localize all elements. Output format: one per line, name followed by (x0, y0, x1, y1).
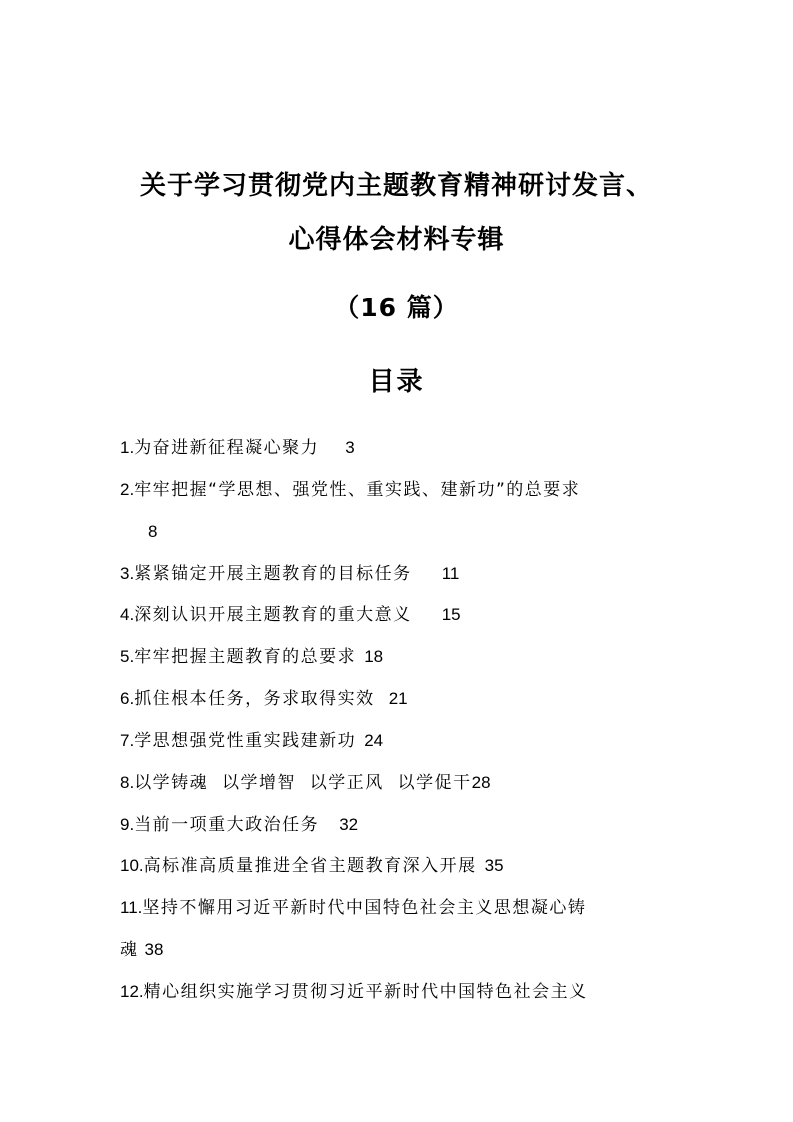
toc-entry-title: 牢牢把握“学思想、强党性、重实践、建新功”的总要求 (134, 480, 581, 500)
toc-entry-12[interactable] (120, 980, 588, 1004)
toc-entry-title-continuation: 魂 (120, 940, 139, 960)
toc-entry-page: 8 (148, 522, 158, 541)
toc-entry-11-continuation[interactable] (120, 938, 163, 962)
toc-entry-page: 28 (471, 773, 491, 792)
toc-entry-page: 35 (484, 856, 504, 875)
toc-entry-4[interactable] (120, 603, 461, 627)
toc-entry-7[interactable] (120, 729, 383, 753)
toc-entry-number: 9. (120, 815, 135, 834)
toc-entry-8[interactable] (120, 771, 491, 795)
toc-entry-number: 3. (120, 564, 135, 583)
toc-entry-number: 12. (120, 982, 144, 1001)
toc-entry-number: 1. (120, 438, 135, 457)
toc-entry-9[interactable] (120, 813, 358, 837)
toc-entry-title: 牢牢把握主题教育的总要求 (134, 647, 357, 667)
toc-entry-5[interactable] (120, 645, 383, 669)
toc-entry-10[interactable] (120, 854, 504, 878)
toc-entry-6[interactable] (120, 687, 408, 711)
toc-entry-title: 抓住根本任务，务求取得实效 (134, 689, 375, 709)
toc-entry-page: 3 (345, 438, 355, 457)
toc-entry-page: 15 (441, 605, 461, 624)
toc-entry-title: 学思想强党性重实践建新功 (134, 731, 357, 751)
toc-entry-number: 6. (120, 689, 135, 708)
toc-entry-2-page-line[interactable] (148, 520, 157, 544)
document-title-line-2: 心得体会材料专辑 (288, 225, 505, 255)
toc-entry-title: 以学铸魂 以学增智 以学正风 以学促干 (134, 773, 472, 793)
toc-entry-number: 8. (120, 773, 135, 792)
toc-entry-number: 7. (120, 731, 135, 750)
toc-entry-number: 2. (120, 480, 135, 499)
document-title-line-1: 关于学习贯彻党内主题教育精神研讨发言、 (139, 171, 653, 201)
toc-entry-11[interactable] (120, 896, 586, 920)
toc-entry-3[interactable] (120, 562, 459, 586)
toc-entry-page: 38 (144, 940, 164, 959)
toc-entry-page: 21 (388, 689, 408, 708)
toc-entry-1[interactable] (120, 436, 355, 460)
toc-entry-page: 18 (364, 647, 384, 666)
toc-entry-title: 精心组织实施学习贯彻习近平新时代中国特色社会主义 (143, 982, 588, 1002)
article-count: （16 篇） (334, 293, 459, 322)
toc-entry-title: 坚持不懈用习近平新时代中国特色社会主义思想凝心铸 (142, 898, 587, 918)
toc-entry-number: 4. (120, 605, 135, 624)
toc-entry-title: 紧紧锚定开展主题教育的目标任务 (134, 564, 412, 584)
toc-entry-2[interactable] (120, 478, 580, 502)
toc-entry-title: 深刻认识开展主题教育的重大意义 (134, 605, 412, 625)
toc-entry-title: 当前一项重大政治任务 (134, 815, 320, 835)
toc-entry-page: 24 (364, 731, 384, 750)
toc-entry-number: 10. (120, 856, 144, 875)
toc-entry-page: 32 (339, 815, 359, 834)
toc-entry-title: 高标准高质量推进全省主题教育深入开展 (143, 856, 477, 876)
toc-heading: 目录 (368, 367, 425, 397)
toc-entry-page: 11 (441, 564, 460, 583)
toc-entry-title: 为奋进新征程凝心聚力 (134, 438, 320, 458)
toc-entry-number: 5. (120, 647, 135, 666)
toc-entry-number: 11. (120, 898, 143, 917)
